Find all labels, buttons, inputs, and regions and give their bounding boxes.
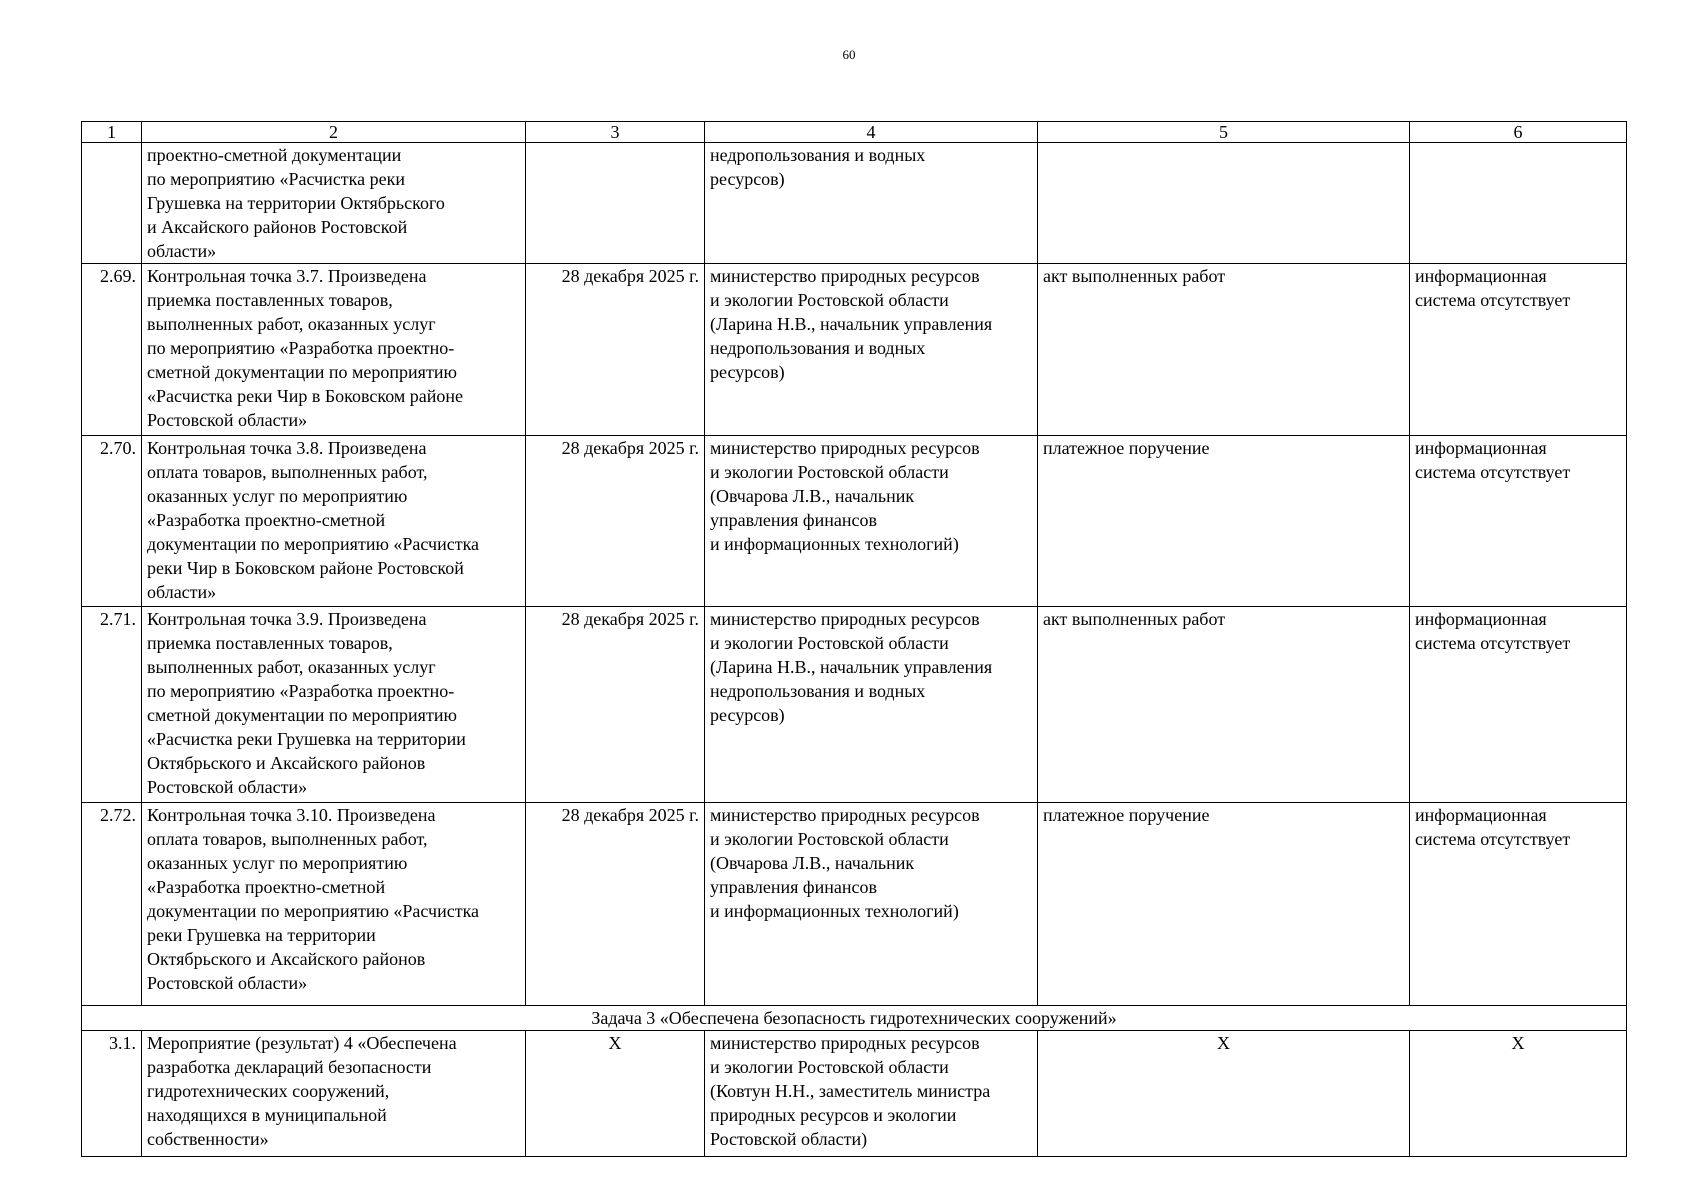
text-line: «Разработка проектно-сметной	[147, 877, 386, 897]
document-cell: X	[1038, 1031, 1410, 1157]
text-line: ресурсов)	[710, 362, 785, 382]
text-line: ресурсов)	[710, 169, 785, 189]
text-line: гидротехнических сооружений,	[147, 1081, 390, 1101]
text-line: «Расчистка реки Чир в Боковском районе	[147, 386, 464, 406]
text-line: Контрольная точка 3.9. Произведена	[147, 609, 427, 629]
text-line: ресурсов)	[710, 705, 785, 725]
text-line: система отсутствует	[1415, 829, 1571, 849]
responsible-cell	[705, 607, 1038, 803]
text-line: Октябрьского и Аксайского районов	[147, 949, 426, 969]
text-line: система отсутствует	[1415, 462, 1571, 482]
date-cell	[526, 143, 705, 264]
description-cell	[142, 803, 526, 1006]
text-line: оказанных услуг по мероприятию	[147, 853, 408, 873]
text-line: собственности»	[147, 1129, 269, 1149]
document-cell: платежное поручение	[1038, 436, 1410, 607]
text-line: министерство природных ресурсов	[710, 805, 980, 825]
responsible-cell	[705, 143, 1038, 264]
text-line: по мероприятию «Разработка проектно-	[147, 338, 455, 358]
control-points-table	[81, 121, 1627, 1157]
responsible-cell	[705, 803, 1038, 1006]
row-number-cell: 2.71.	[82, 607, 142, 803]
text-line: Контрольная точка 3.10. Произведена	[147, 805, 436, 825]
document-cell: акт выполненных работ	[1038, 264, 1410, 436]
text-line: министерство природных ресурсов	[710, 438, 980, 458]
row-number-cell	[82, 143, 142, 264]
page-number: 60	[842, 47, 856, 62]
text-line: недропользования и водных	[710, 681, 926, 701]
date-cell: 28 декабря 2025 г.	[526, 607, 705, 803]
date-cell: 28 декабря 2025 г.	[526, 436, 705, 607]
description-cell	[142, 607, 526, 803]
text-line: по мероприятию «Расчистка реки	[147, 169, 406, 189]
text-line: система отсутствует	[1415, 290, 1571, 310]
text-line: информационная	[1415, 266, 1547, 286]
text-line: (Ларина Н.В., начальник управления	[710, 657, 993, 677]
description-cell	[142, 143, 526, 264]
system-cell	[1410, 607, 1627, 803]
document-cell: акт выполненных работ	[1038, 607, 1410, 803]
text-line: оплата товаров, выполненных работ,	[147, 829, 428, 849]
text-line: приемка поставленных товаров,	[147, 290, 393, 310]
text-line: недропользования и водных	[710, 145, 926, 165]
text-line: министерство природных ресурсов	[710, 1033, 980, 1053]
system-cell: X	[1410, 1031, 1627, 1157]
text-line: по мероприятию «Разработка проектно-	[147, 681, 455, 701]
text-line: (Ковтун Н.Н., заместитель министра	[710, 1081, 991, 1101]
table-row	[82, 607, 1627, 803]
text-line: Ростовской области»	[147, 410, 308, 430]
description-cell	[142, 264, 526, 436]
text-line: природных ресурсов и экологии	[710, 1105, 957, 1125]
responsible-cell	[705, 264, 1038, 436]
text-line: проектно-сметной документации	[147, 145, 402, 165]
text-line: «Разработка проектно-сметной	[147, 510, 386, 530]
text-line: Мероприятие (результат) 4 «Обеспечена	[147, 1033, 457, 1053]
text-line: и информационных технологий)	[710, 534, 959, 554]
date-cell: 28 декабря 2025 г.	[526, 264, 705, 436]
column-number: 1	[82, 122, 142, 143]
responsible-cell	[705, 1031, 1038, 1157]
text-line: Контрольная точка 3.7. Произведена	[147, 266, 427, 286]
text-line: реки Грушевка на территории	[147, 925, 376, 945]
text-line: и информационных технологий)	[710, 901, 959, 921]
text-line: министерство природных ресурсов	[710, 609, 980, 629]
responsible-cell	[705, 436, 1038, 607]
text-line: и экологии Ростовской области	[710, 633, 949, 653]
text-line: области»	[147, 241, 217, 261]
system-cell	[1410, 803, 1627, 1006]
text-line: (Овчарова Л.В., начальник	[710, 486, 915, 506]
description-cell	[142, 436, 526, 607]
column-number: 6	[1410, 122, 1627, 143]
text-line: приемка поставленных товаров,	[147, 633, 393, 653]
text-line: области»	[147, 582, 217, 602]
text-line: информационная	[1415, 805, 1547, 825]
document-cell: платежное поручение	[1038, 803, 1410, 1006]
text-line: и экологии Ростовской области	[710, 1057, 949, 1077]
text-line: и Аксайского районов Ростовской	[147, 217, 408, 237]
text-line: сметной документации по мероприятию	[147, 705, 457, 725]
text-line: Ростовской области»	[147, 973, 308, 993]
text-line: Грушевка на территории Октябрьского	[147, 193, 445, 213]
text-line: недропользования и водных	[710, 338, 926, 358]
table-row	[82, 803, 1627, 1006]
row-number-cell: 2.69.	[82, 264, 142, 436]
text-line: выполненных работ, оказанных услуг	[147, 314, 436, 334]
text-line: сметной документации по мероприятию	[147, 362, 457, 382]
column-number: 5	[1038, 122, 1410, 143]
text-line: (Ларина Н.В., начальник управления	[710, 314, 993, 334]
system-cell	[1410, 436, 1627, 607]
table-header-row	[82, 122, 1627, 143]
text-line: министерство природных ресурсов	[710, 266, 980, 286]
system-cell	[1410, 143, 1627, 264]
text-line: Ростовской области)	[710, 1129, 868, 1149]
table-row-continuation	[82, 143, 1627, 264]
text-line: информационная	[1415, 609, 1547, 629]
system-cell	[1410, 264, 1627, 436]
document-cell	[1038, 143, 1410, 264]
date-cell: 28 декабря 2025 г.	[526, 803, 705, 1006]
column-number: 3	[526, 122, 705, 143]
text-line: документации по мероприятию «Расчистка	[147, 901, 480, 921]
text-line: система отсутствует	[1415, 633, 1571, 653]
text-line: информационная	[1415, 438, 1547, 458]
text-line: оказанных услуг по мероприятию	[147, 486, 408, 506]
text-line: выполненных работ, оказанных услуг	[147, 657, 436, 677]
column-number: 4	[705, 122, 1038, 143]
table-row	[82, 1031, 1627, 1157]
table-row	[82, 264, 1627, 436]
text-line: (Овчарова Л.В., начальник	[710, 853, 915, 873]
text-line: Октябрьского и Аксайского районов	[147, 753, 426, 773]
text-line: управления финансов	[710, 510, 877, 530]
description-cell	[142, 1031, 526, 1157]
row-number-cell: 3.1.	[82, 1031, 142, 1157]
row-number-cell: 2.70.	[82, 436, 142, 607]
text-line: и экологии Ростовской области	[710, 829, 949, 849]
text-line: реки Чир в Боковском районе Ростовской	[147, 558, 464, 578]
text-line: находящихся в муниципальной	[147, 1105, 387, 1125]
table-row	[82, 436, 1627, 607]
text-line: документации по мероприятию «Расчистка	[147, 534, 480, 554]
section-row	[82, 1006, 1627, 1031]
text-line: оплата товаров, выполненных работ,	[147, 462, 428, 482]
text-line: и экологии Ростовской области	[710, 290, 949, 310]
text-line: «Расчистка реки Грушевка на территории	[147, 729, 466, 749]
row-number-cell: 2.72.	[82, 803, 142, 1006]
section-title: Задача 3 «Обеспечена безопасность гидротехнических сооружений»	[82, 1006, 1627, 1031]
text-line: Ростовской области»	[147, 777, 308, 797]
date-cell: X	[526, 1031, 705, 1157]
text-line: управления финансов	[710, 877, 877, 897]
text-line: и экологии Ростовской области	[710, 462, 949, 482]
text-line: разработка деклараций безопасности	[147, 1057, 432, 1077]
text-line: Контрольная точка 3.8. Произведена	[147, 438, 427, 458]
column-number: 2	[142, 122, 526, 143]
